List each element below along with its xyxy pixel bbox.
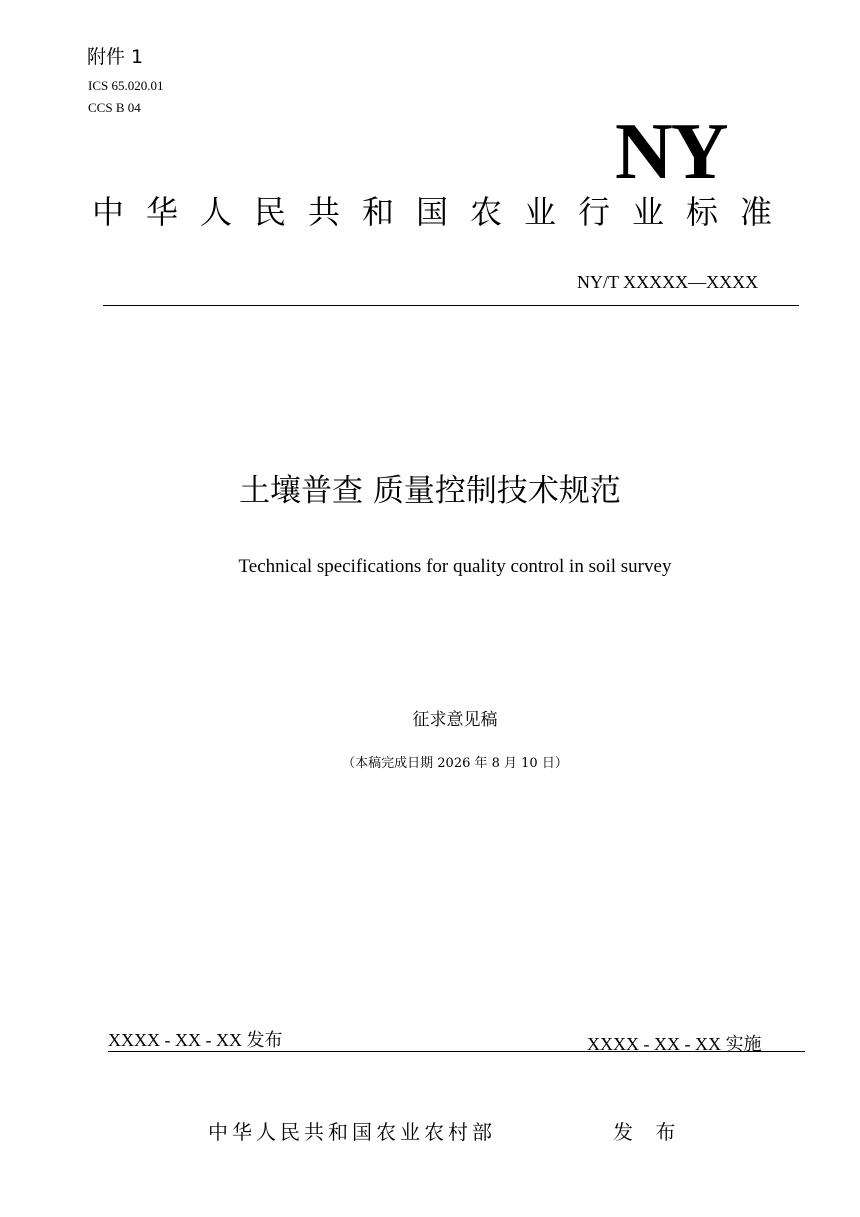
draft-completion-date: （本稿完成日期 2026 年 8 月 10 日） — [342, 756, 568, 771]
ccs-code: CCS B 04 — [88, 100, 141, 115]
standard-number: NY/T XXXXX—XXXX — [577, 272, 759, 292]
draft-type: 征求意见稿 — [412, 710, 498, 730]
publisher-name: 中华人民共和国农业农村部 — [208, 1120, 496, 1144]
document-title-english: Technical specifications for quality control in soil survey — [238, 556, 672, 577]
issue-date: XXXX - XX - XX 发布 — [108, 1030, 283, 1050]
document-title: 土壤普查 质量控制技术规范 — [239, 473, 621, 509]
ny-logo: NY — [615, 108, 727, 196]
publish-label: 发 布 — [613, 1120, 684, 1144]
implementation-date: XXXX - XX - XX 实施 — [587, 1034, 762, 1054]
bottom-divider — [108, 1051, 805, 1052]
attachment-label: 附件 1 — [87, 46, 144, 68]
top-divider — [103, 305, 799, 306]
standard-type-title: 中华人民共和国农业行业标准 — [92, 193, 795, 231]
ics-code: ICS 65.020.01 — [88, 78, 164, 93]
